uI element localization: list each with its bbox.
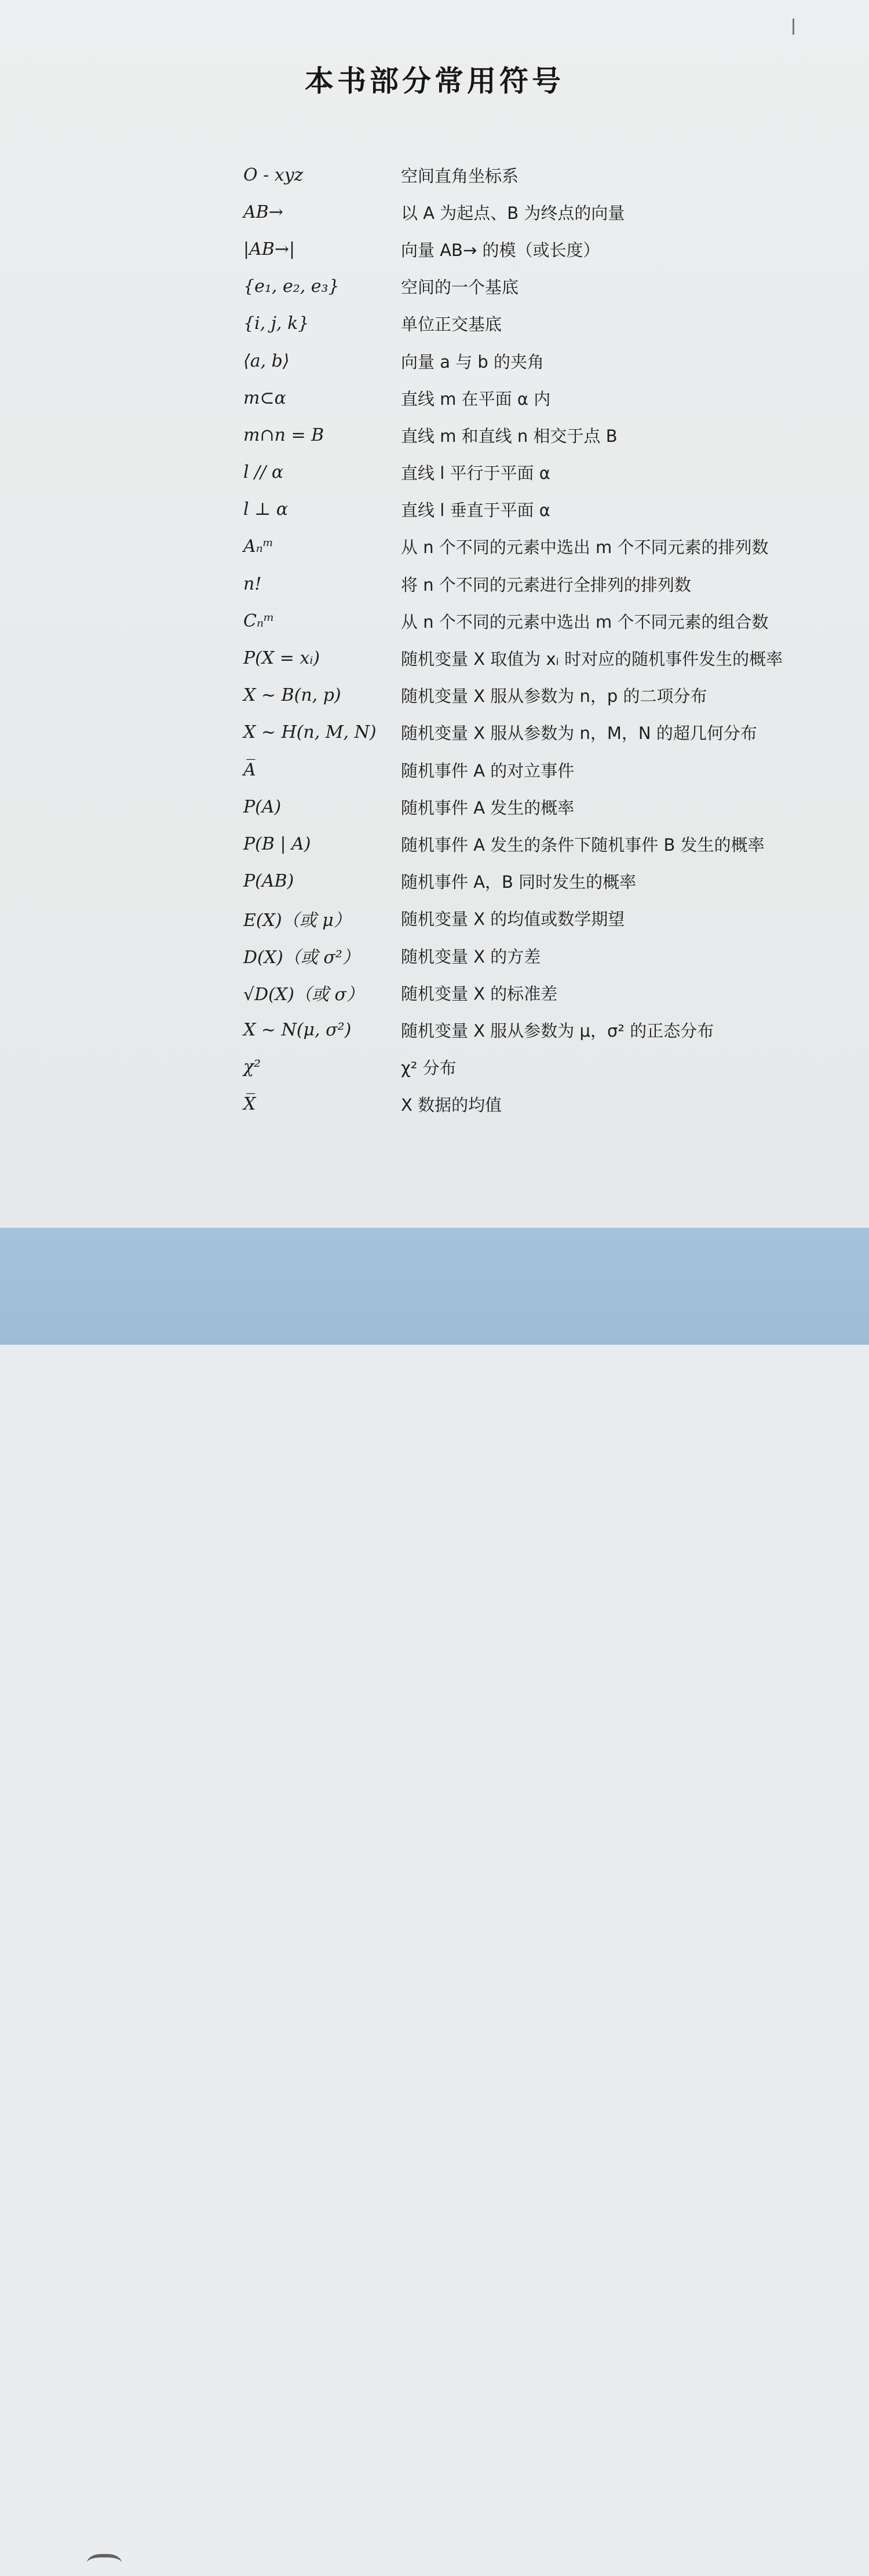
symbol-description: 随机变量 X 服从参数为 μ，σ² 的正态分布	[401, 1020, 714, 1041]
symbol-description: 随机变量 X 服从参数为 n，p 的二项分布	[401, 686, 707, 707]
symbol-row	[243, 565, 823, 602]
symbol-row	[243, 677, 823, 714]
symbol-description: 空间的一个基底	[401, 277, 519, 298]
symbol-row	[243, 379, 823, 416]
symbol-description: 将 n 个不同的元素进行全排列的排列数	[401, 575, 691, 595]
symbol: P(A)	[243, 796, 282, 817]
symbol: √D(X)（或 σ）	[243, 985, 364, 1005]
symbol-description: 空间直角坐标系	[401, 166, 519, 186]
symbol-row	[243, 342, 823, 379]
symbol-description: 直线 m 在平面 α 内	[401, 389, 551, 409]
symbol-row	[243, 156, 823, 193]
symbol-row	[243, 1049, 823, 1086]
symbol-description: 直线 m 和直线 n 相交于点 B	[401, 426, 618, 446]
symbol-description: 向量 a 与 b 的夹角	[401, 352, 545, 372]
symbol: D(X)（或 σ²）	[243, 947, 360, 968]
book-page	[0, 0, 869, 1228]
symbol-row	[243, 602, 823, 639]
symbol: X ~ N(μ, σ²)	[243, 1019, 352, 1040]
symbol-row	[243, 416, 823, 453]
symbol: χ²	[243, 1057, 261, 1078]
symbol-row	[243, 974, 823, 1011]
symbol-description: 从 n 个不同的元素中选出 m 个不同元素的排列数	[401, 537, 769, 558]
symbol-row	[243, 788, 823, 825]
symbol: Aₙᵐ	[243, 536, 274, 557]
symbol-row	[243, 305, 823, 342]
symbol-description: 随机事件 A，B 同时发生的概率	[401, 872, 637, 892]
symbol-description: 随机变量 X 取值为 xᵢ 时对应的随机事件发生的概率	[401, 649, 783, 669]
symbol-row	[243, 900, 823, 937]
symbol: X ~ B(n, p)	[243, 685, 341, 706]
symbol-description: 以 A 为起点、B 为终点的向量	[401, 203, 625, 223]
symbol: P(X = xᵢ)	[243, 648, 320, 669]
symbol-row	[243, 193, 823, 230]
symbol: A̅	[243, 759, 256, 780]
page-mark	[793, 19, 794, 35]
symbol: X̅	[243, 1094, 256, 1115]
symbol-row	[243, 1011, 823, 1048]
symbol: {i, j, k}	[243, 313, 309, 334]
symbol-row	[243, 937, 823, 974]
symbol-table	[243, 156, 823, 1123]
symbol-description: 随机变量 X 的标准差	[401, 983, 558, 1004]
symbol-description: 随机事件 A 发生的条件下随机事件 B 发生的概率	[401, 835, 765, 855]
symbol: m∩n = B	[243, 425, 324, 445]
symbol: X ~ H(n, M, N)	[243, 722, 377, 743]
symbol: l // α	[243, 462, 284, 483]
symbol: n!	[243, 573, 262, 594]
symbol: E(X)（或 μ）	[243, 910, 351, 931]
symbol: O - xyz	[243, 164, 304, 185]
symbol: P(AB)	[243, 871, 294, 892]
symbol-description: 随机事件 A 的对立事件	[401, 760, 575, 781]
symbol-row	[243, 230, 823, 268]
symbol-description: 随机变量 X 的均值或数学期望	[401, 909, 625, 930]
symbol-row	[243, 268, 823, 305]
symbol: AB→	[243, 202, 283, 222]
symbol: |AB→|	[243, 239, 295, 259]
band-mark	[87, 2554, 122, 2576]
symbol-description: χ² 分布	[401, 1058, 457, 1078]
symbol: l ⊥ α	[243, 499, 289, 520]
cover-band	[0, 1228, 869, 1345]
symbol: ⟨a, b⟩	[243, 350, 290, 371]
symbol-row	[243, 454, 823, 491]
symbol-description: X 数据的均值	[401, 1095, 502, 1115]
symbol-row	[243, 639, 823, 676]
symbol: P(B | A)	[243, 833, 311, 854]
symbol-row	[243, 491, 823, 528]
symbol-description: 从 n 个不同的元素中选出 m 个不同元素的组合数	[401, 612, 769, 632]
symbol-row	[243, 528, 823, 565]
symbol-row	[243, 751, 823, 788]
symbol: {e₁, e₂, e₃}	[243, 276, 339, 297]
symbol-row	[243, 863, 823, 900]
symbol-description: 直线 l 平行于平面 α	[401, 463, 550, 484]
symbol-description: 向量 AB→ 的模（或长度）	[401, 240, 600, 260]
page-title: 本书部分常用符号	[305, 64, 564, 98]
symbol: m⊂α	[243, 387, 286, 408]
symbol-description: 随机变量 X 服从参数为 n，M，N 的超几何分布	[401, 723, 757, 744]
symbol-row	[243, 1086, 823, 1123]
symbol-description: 直线 l 垂直于平面 α	[401, 500, 550, 521]
symbol-description: 单位正交基底	[401, 314, 502, 335]
symbol-row	[243, 714, 823, 751]
symbol: Cₙᵐ	[243, 610, 275, 631]
symbol-description: 随机变量 X 的方差	[401, 946, 541, 967]
symbol-description: 随机事件 A 发生的概率	[401, 797, 575, 818]
symbol-row	[243, 825, 823, 862]
